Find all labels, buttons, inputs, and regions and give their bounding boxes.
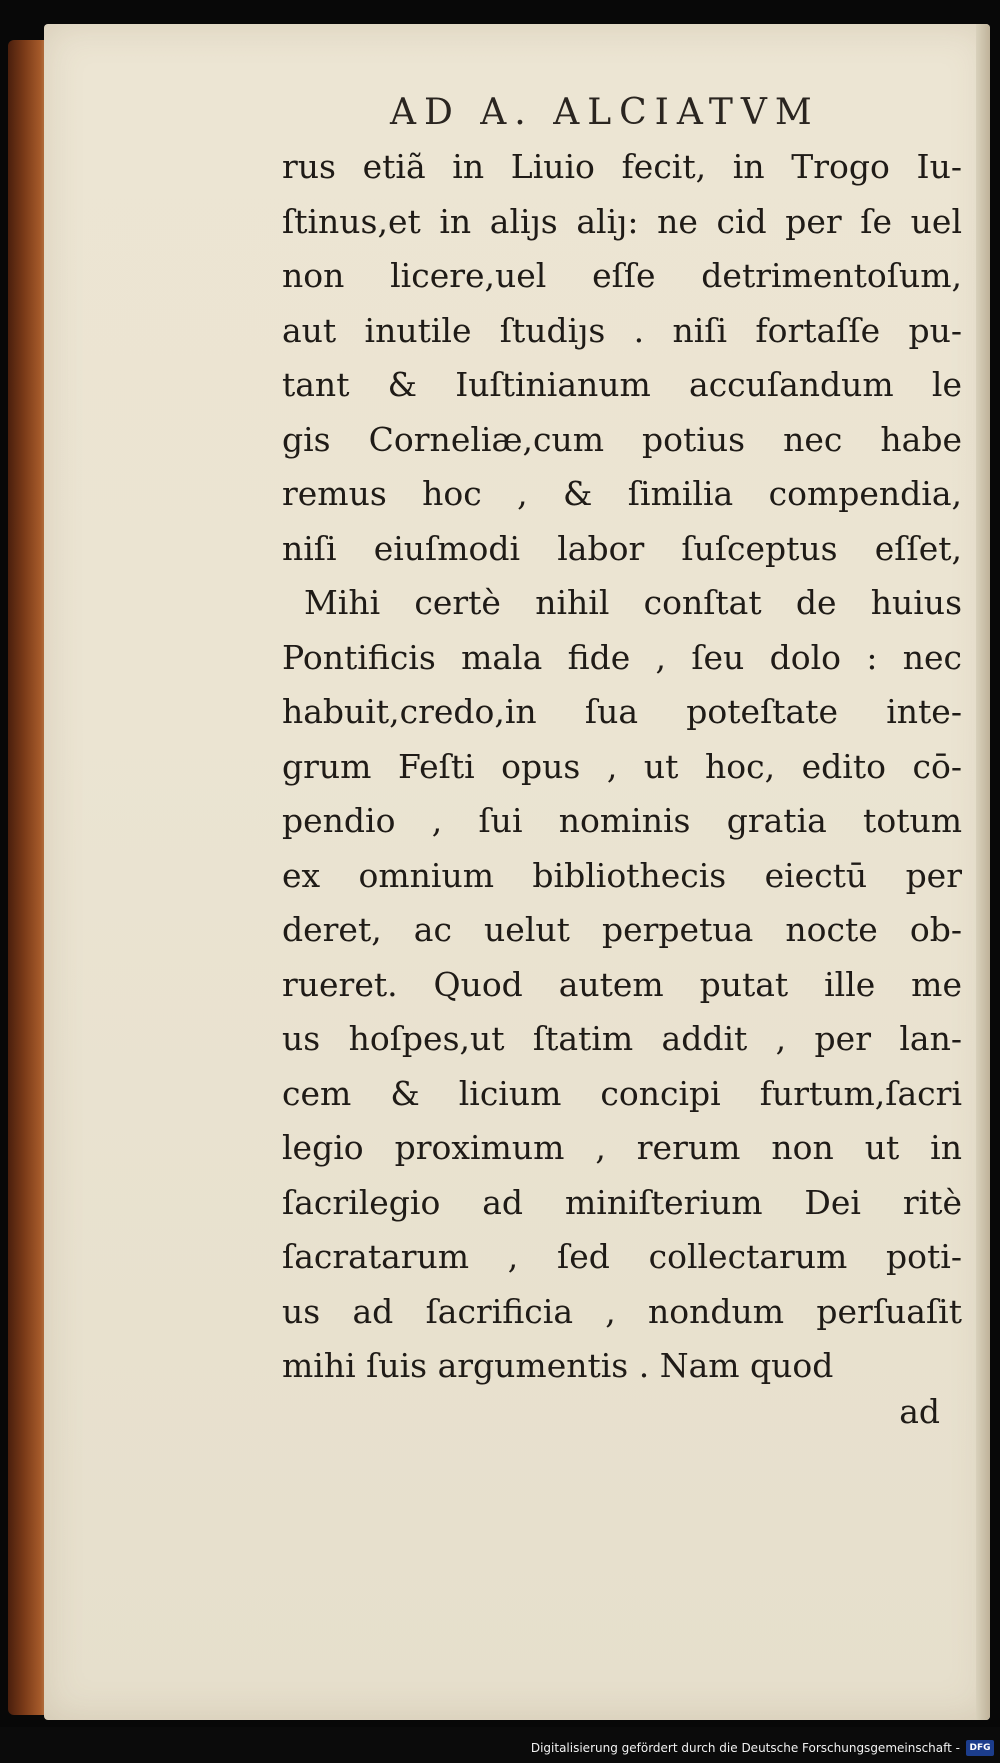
text-line: gis Corneliæ,cum potius nec habe: [282, 419, 962, 459]
text-line: legio proximum , rerum non ut in: [282, 1128, 962, 1167]
catchword: ad: [899, 1392, 940, 1431]
text-line: ſtinus,et in aliȷs aliȷ: ne cid per ſe uel: [282, 201, 962, 241]
text-line: remus hoc , & ſimilia compendia,: [282, 474, 962, 513]
text-line: niſi eiuſmodi labor ſuſceptus eſſet,: [282, 528, 962, 568]
body-text: [282, 140, 962, 1394]
text-line: rueret. Quod autem putat ille me: [282, 964, 962, 1004]
dfg-logo: DFG: [966, 1740, 994, 1756]
text-line: us ad ſacrificia , nondum perſuaſit: [282, 1291, 962, 1331]
text-line: ſacrilegio ad miniſterium Dei ritè: [282, 1182, 962, 1222]
text-line: deret, ac uelut perpetua nocte ob-: [282, 910, 962, 949]
text-line: non licere,uel eſſe detrimentoſum,: [282, 256, 962, 295]
text-line: cem & licium concipi furtum,ſacri: [282, 1073, 962, 1113]
page-edge: [976, 24, 990, 1720]
text-line: Mihi certè nihil conſtat de huius: [304, 583, 962, 622]
text-line: Pontificis mala fide , ſeu dolo : nec: [282, 637, 962, 677]
text-line: pendio , ſui nominis gratia totum: [282, 801, 962, 840]
text-line: ex omnium bibliothecis eiectū per: [282, 855, 962, 895]
text-line: mihi ſuis argumentis . Nam quod: [282, 1346, 834, 1385]
text-line: rus etiã in Liuio fecit, in Trogo Iu-: [282, 147, 962, 186]
text-line: aut inutile ſtudiȷs . niſi fortaſſe pu-: [282, 310, 962, 350]
text-line: us hoſpes,ut ſtatim addit , per lan-: [282, 1019, 962, 1058]
text-line: ſacratarum , ſed collectarum poti-: [282, 1237, 962, 1276]
running-head: AD A. ALCIATVM: [390, 92, 820, 133]
text-line: habuit,credo,in ſua poteſtate inte-: [282, 692, 962, 731]
funding-credit: Digitalisierung gefördert durch die Deutsche Forschungsgemeinschaft -: [530, 1741, 960, 1755]
text-line: tant & Iuſtinianum accuſandum le: [282, 365, 962, 404]
footer-bar: [0, 1727, 1000, 1763]
text-line: grum Feſti opus , ut hoc, edito cō-: [282, 746, 962, 786]
